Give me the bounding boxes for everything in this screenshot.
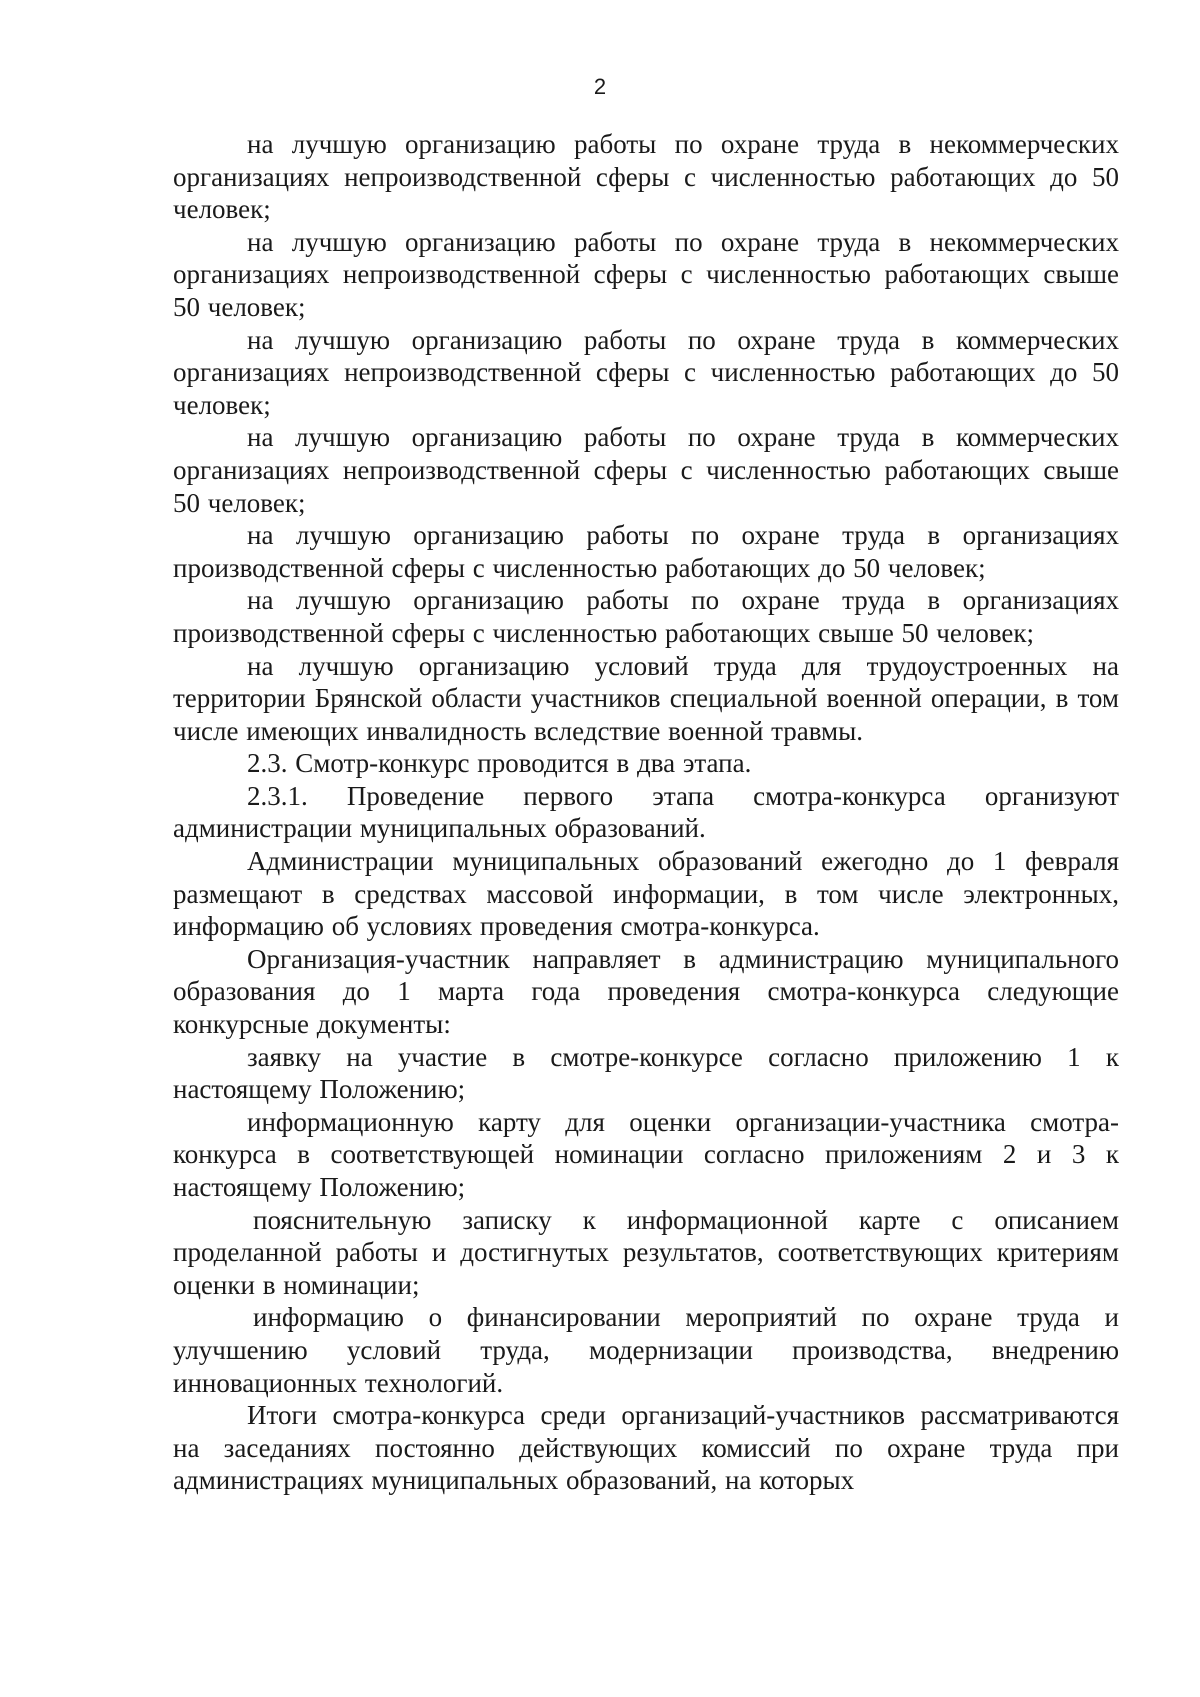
document-list-item: информацию о финансировании мероприятий по охране труда и улучшению условий труда, модернизации производства, внедрению инновационных технологий.	[173, 1302, 1119, 1398]
document-list-item: пояснительную записку к информационной карте с описанием проделанной работы и достигнутых результатов, соответствующих критериям оценки в номинации;	[173, 1204, 1119, 1300]
section-paragraph: 2.3. Смотр-конкурс проводится в два этапа.	[247, 748, 752, 779]
nomination-paragraph: на лучшую организацию работы по охране труда в организациях производственной сферы с численностью работающих свыше 50 человек;	[173, 585, 1119, 648]
section-paragraph: 2.3.1. Проведение первого этапа смотра-конкурса организуют администрации муниципальных образований.	[173, 780, 1119, 844]
page-number: 2	[593, 74, 607, 99]
body-paragraph: Итоги смотра-конкурса среди организаций-участников рассматриваются на заседаниях постоянно действующих комиссий по охране труда при администрациях муниципальных образований, на которых	[173, 1400, 1119, 1496]
document-list-item: информационную карту для оценки организации-участника смотра-конкурса в соответствующей номинации согласно приложениям 2 и 3 к настоящему Положению;	[173, 1106, 1119, 1202]
nomination-paragraph: на лучшую организацию работы по охране труда в коммерческих организациях непроизводственной сферы с численностью работающих свыше 50 человек;	[173, 422, 1119, 518]
body-paragraph: Организация-участник направляет в администрацию муниципального образования до 1 марта года проведения смотра-конкурса следующие конкурсные документы:	[173, 943, 1119, 1040]
nomination-paragraph: на лучшую организацию работы по охране труда в коммерческих организациях непроизводственной сферы с численностью работающих до 50 человек;	[173, 324, 1119, 420]
document-body	[173, 128, 1119, 1497]
nomination-paragraph: на лучшую организацию работы по охране труда в организациях производственной сферы с численностью работающих до 50 человек;	[173, 520, 1119, 583]
nomination-paragraph: на лучшую организацию работы по охране труда в некоммерческих организациях непроизводственной сферы с численностью работающих свыше 50 человек;	[173, 226, 1119, 322]
nomination-paragraph: на лучшую организацию условий труда для трудоустроенных на территории Брянской области участников специальной военной операции, в том числе имеющих инвалидность вследствие военной травмы.	[173, 650, 1119, 746]
body-paragraph: Администрации муниципальных образований ежегодно до 1 февраля размещают в средствах массовой информации, в том числе электронных, информацию об условиях проведения смотра-конкурса.	[173, 846, 1119, 942]
document-list-item: заявку на участие в смотре-конкурсе согласно приложению 1 к настоящему Положению;	[173, 1041, 1119, 1105]
nomination-paragraph: на лучшую организацию работы по охране труда в некоммерческих организациях непроизводственной сферы с численностью работающих до 50 человек;	[173, 129, 1119, 225]
